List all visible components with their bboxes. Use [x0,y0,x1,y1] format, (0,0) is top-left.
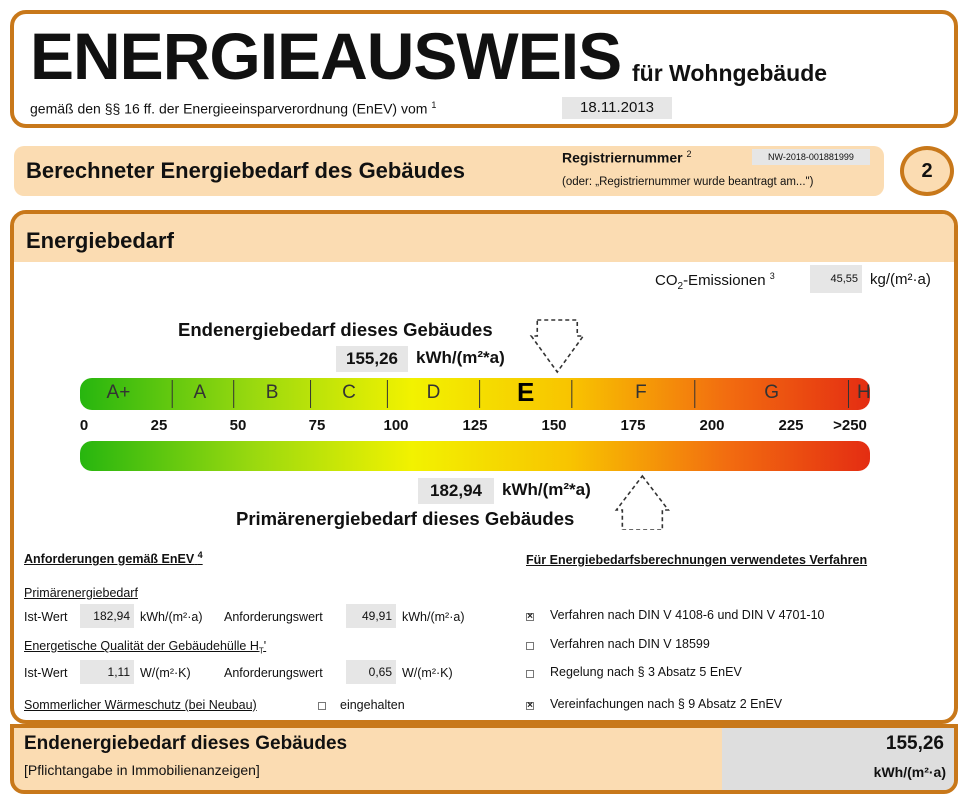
scale-tick-label: 0 [79,417,89,434]
class-label: C [342,382,356,403]
primary-energy-unit: kWh/(m²*a) [502,480,591,499]
primary-energy-value-field: 182,94 [418,478,494,504]
legal-text-label: gemäß den §§ 16 ff. der Energieeinsparverordnung (EnEV) vom [30,100,428,117]
method-checkbox[interactable] [526,702,534,710]
ist-envelope-label: Ist-Wert [24,666,68,680]
class-label: B [265,382,279,403]
requirements-heading-text: Anforderungen gemäß EnEV [24,552,195,567]
anf-primary-value: 49,91 [346,604,396,628]
scale-tick-label: 150 [541,417,567,434]
registration-label-text: Registriernummer [562,149,683,166]
page-number: 2 [921,160,933,182]
method-label: Regelung nach § 3 Absatz 5 EnEV [550,665,742,679]
co2-label [655,271,775,292]
co2-footnote: 3 [769,271,775,281]
scale-tick-label: 100 [383,417,409,434]
summer-protection-option: eingehalten [340,698,405,712]
methods-heading: Für Energiebedarfsberechnungen verwendetes Verfahren [526,553,868,567]
method-label: Verfahren nach DIN V 4108-6 und DIN V 4701-10 [550,608,825,622]
footer-unit: kWh/(m²·a) [873,764,946,780]
document-title: ENERGIEAUSWEIS [30,19,622,93]
page-number-badge [900,146,954,196]
summer-protection-checkbox[interactable] [318,702,326,710]
class-label: A+ [106,382,131,403]
scale-tick-label: 200 [699,417,725,434]
method-checkbox[interactable] [526,613,534,621]
co2-sub: 2 [677,281,684,292]
requirements-heading [24,550,203,566]
end-energy-value-field: 155,26 [336,346,408,372]
registration-label [562,149,692,166]
requirements-footnote: 4 [197,550,203,560]
scale-tick-label: 50 [229,417,247,434]
registration-footnote: 2 [686,149,692,159]
co2-value-field: 45,55 [810,265,862,293]
co2-suffix: -Emissionen [683,272,766,289]
ist-envelope-value: 1,11 [80,660,134,684]
document-subtitle: für Wohngebäude [632,60,828,86]
energy-heading: Energiebedarf [26,228,174,253]
method-label: Vereinfachungen nach § 9 Absatz 2 EnEV [550,697,783,711]
primary-energy-marker-arrow [616,476,668,530]
co2-prefix: CO [655,272,678,289]
co2-unit: kg/(m²·a) [870,271,931,288]
end-energy-marker-arrow [531,320,583,372]
class-label: H [856,382,871,403]
envelope-title-suffix: ' [263,639,267,653]
primary-energy-label: Primärenergiebedarf dieses Gebäudes [236,508,575,529]
ist-primary-label: Ist-Wert [24,610,68,624]
anf-primary-label: Anforderungswert [224,610,323,624]
class-label: D [426,382,441,403]
scale-tick-label: 225 [778,417,804,434]
method-checkbox[interactable] [526,642,534,650]
end-energy-unit: kWh/(m²*a) [416,348,505,367]
class-label: E [517,377,535,407]
footer-title: Endenergiebedarf dieses Gebäudes [24,733,348,754]
section-title: Berechneter Energiebedarf des Gebäudes [26,158,465,183]
ist-envelope-unit: W/(m²·K) [140,666,191,680]
end-energy-label: Endenergiebedarf dieses Gebäudes [178,319,493,340]
anf-envelope-value: 0,65 [346,660,396,684]
scale-tick-label: 125 [462,417,488,434]
scale-tick-label: 75 [308,417,326,434]
method-checkbox[interactable] [526,670,534,678]
primary-demand-title: Primärenergiebedarf [24,586,138,600]
primary-band [80,441,870,471]
summer-protection-label: Sommerlicher Wärmeschutz (bei Neubau) [24,698,257,712]
anf-envelope-unit: W/(m²·K) [402,666,453,680]
footer-note: [Pflichtangabe in Immobilienanzeigen] [24,762,260,778]
envelope-title-sub: T [258,646,264,656]
class-label: A [193,382,207,403]
legal-text [30,100,436,117]
registration-number-field: NW-2018-001881999 [752,149,870,165]
anf-primary-unit: kWh/(m²·a) [402,610,465,624]
ist-primary-unit: kWh/(m²·a) [140,610,203,624]
class-label: F [635,382,647,403]
scale-tick-label: >250 [833,417,867,434]
registration-note: (oder: „Registriernummer wurde beantragt am...") [562,176,814,188]
envelope-title-text: Energetische Qualität der Gebäudehülle H [24,639,259,653]
anf-envelope-label: Anforderungswert [224,666,323,680]
footer-value: 155,26 [885,733,944,754]
legal-footnote: 1 [431,100,437,110]
scale-tick-label: 25 [150,417,168,434]
ist-primary-value: 182,94 [80,604,134,628]
method-label: Verfahren nach DIN V 18599 [550,637,710,651]
issue-date-field: 18.11.2013 [562,97,672,119]
class-label: G [764,382,780,403]
scale-tick-label: 175 [620,417,646,434]
envelope-title [24,639,266,656]
